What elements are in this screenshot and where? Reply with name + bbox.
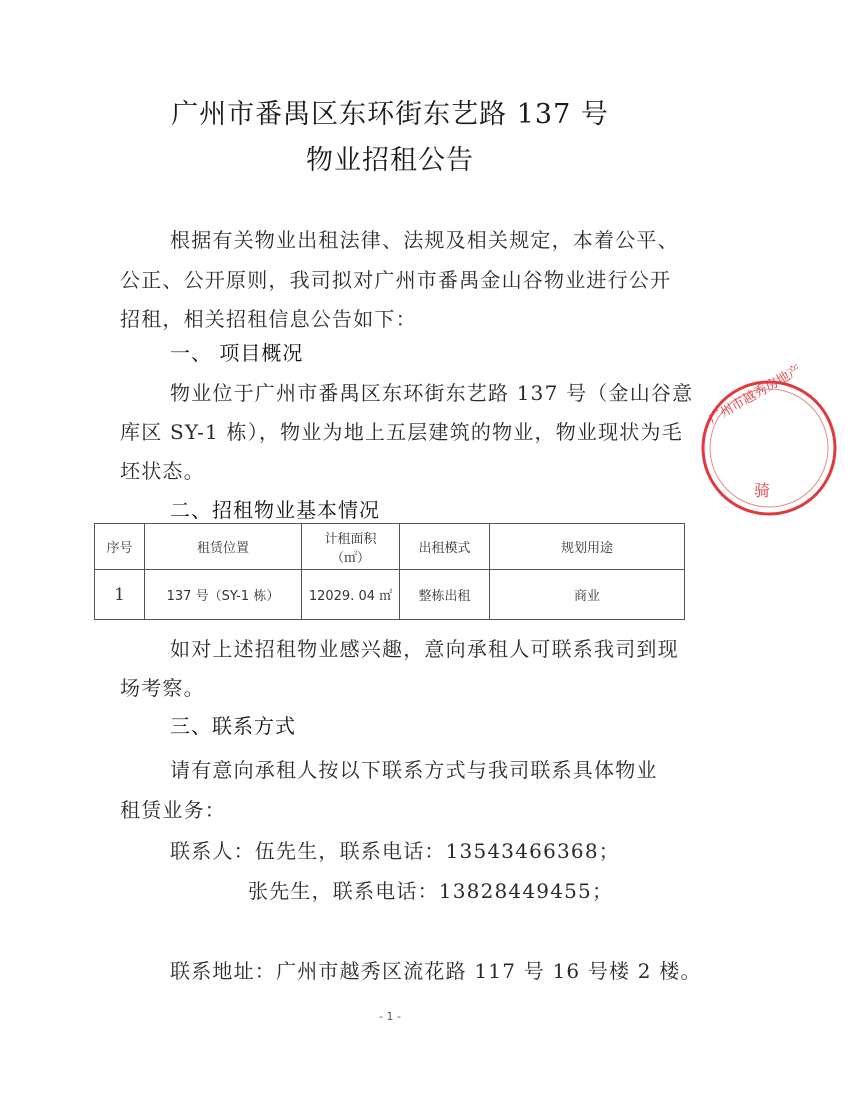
svg-text:骑: 骑 — [754, 481, 771, 500]
section3-line-1: 请有意向承租人按以下联系方式与我司联系具体物业 — [170, 758, 658, 782]
header-area — [302, 524, 400, 570]
intro-line-2: 公正、公开原则，我司拟对广州市番禺金山谷物业进行公开 — [120, 268, 672, 292]
page-number: - 1 - — [379, 1010, 401, 1023]
intro-line-1: 根据有关物业出租法律、法规及相关规定，本着公平、 — [170, 228, 679, 252]
section2-after-line-1: 如对上述招租物业感兴趣，意向承租人可联系我司到现 — [170, 637, 679, 661]
section1-line-2: 库区 SY-1 栋），物业为地上五层建筑的物业，物业现状为毛 — [120, 420, 683, 444]
section3-line-2: 租赁业务： — [120, 798, 226, 822]
document-title-line2: 物业招租公告 — [306, 145, 474, 176]
table-header-row — [95, 524, 685, 570]
section1-line-1: 物业位于广州市番禺区东环街东艺路 137 号（金山谷意 — [170, 381, 694, 405]
document-title-line1: 广州市番禺区东环街东艺路 137 号 — [171, 99, 609, 130]
cell-usage: 商业 — [490, 570, 685, 620]
cell-area: 12029. 04 ㎡ — [302, 570, 400, 620]
section2-after-line-2: 场考察。 — [120, 676, 205, 700]
header-usage: 规划用途 — [490, 524, 685, 570]
section1-line-3: 坯状态。 — [120, 459, 205, 483]
cell-location: 137 号（SY-1 栋） — [145, 570, 302, 620]
header-area-unit: （㎡） — [330, 550, 370, 566]
svg-text:广州市越秀房地产: 广州市越秀房地产 — [706, 362, 805, 428]
header-seq: 序号 — [95, 524, 145, 570]
company-seal — [684, 362, 854, 546]
contact-address: 联系地址：广州市越秀区流花路 117 号 16 号楼 2 楼。 — [170, 959, 702, 983]
header-area-label: 计租面积 — [324, 531, 377, 547]
property-table — [94, 523, 685, 620]
seal-icon — [684, 362, 805, 516]
intro-line-3: 招租，相关招租信息公告如下： — [120, 307, 417, 331]
table-row — [95, 570, 685, 620]
contact-line-1: 联系人：伍先生，联系电话：13543466368； — [170, 839, 620, 863]
contact-line-2: 张先生，联系电话：13828449455； — [248, 879, 614, 903]
section2-heading: 二、招租物业基本情况 — [170, 498, 380, 522]
section1-heading: 一、 项目概况 — [170, 341, 304, 365]
cell-mode: 整栋出租 — [400, 570, 490, 620]
section3-heading: 三、联系方式 — [170, 714, 296, 738]
header-location: 租赁位置 — [145, 524, 302, 570]
cell-seq: 1 — [95, 570, 145, 620]
header-mode: 出租模式 — [400, 524, 490, 570]
